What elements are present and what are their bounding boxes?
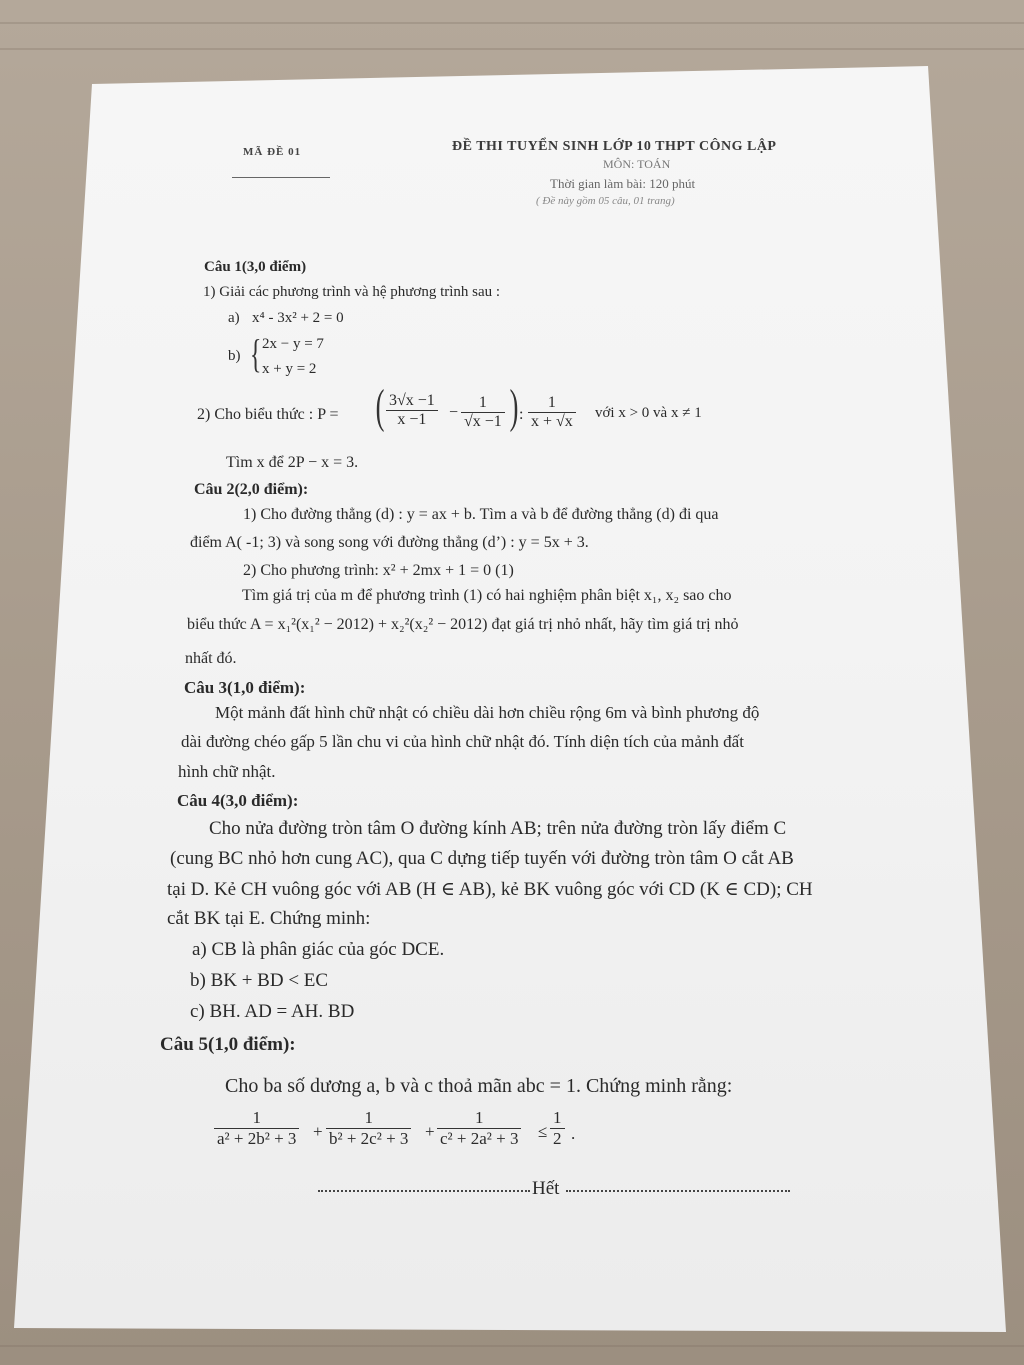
exam-subject: MÔN: TOÁN bbox=[603, 157, 671, 171]
q1-condition: với x > 0 và x ≠ 1 bbox=[595, 405, 702, 421]
plus-sign-1: + bbox=[313, 1122, 323, 1141]
q4-part-c: c) BH. AD = AH. BD bbox=[190, 1001, 355, 1022]
q1-b-eq2: x + y = 2 bbox=[262, 361, 317, 377]
leq-sign: ≤ bbox=[538, 1122, 548, 1141]
p-fraction-3-num: 1 bbox=[528, 394, 576, 413]
footer-end-label: Hết bbox=[532, 1178, 560, 1199]
p-fraction-3 bbox=[528, 394, 576, 431]
footer-dashes-left bbox=[318, 1190, 530, 1192]
q4-line3: tại D. Kẻ CH vuông góc với AB (H ∈ AB), kẻ BK vuông góc với CD (K ∈ CD); CH bbox=[167, 879, 813, 900]
q2-line4: Tìm giá trị của m để phương trình (1) có hai nghiệm phân biệt x₁, x₂ sao cho bbox=[242, 587, 732, 604]
q5-fraction-1-num: 1 bbox=[214, 1108, 299, 1129]
q5-period: . bbox=[571, 1124, 576, 1143]
q3-line1: Một mảnh đất hình chữ nhật có chiều dài hơn chiều rộng 6m và bình phương độ bbox=[215, 703, 760, 722]
q2-line1: 1) Cho đường thẳng (d) : y = ax + b. Tìm a và b để đường thẳng (d) đi qua bbox=[243, 506, 719, 523]
q1-part1: 1) Giải các phương trình và hệ phương trình sau : bbox=[203, 284, 501, 300]
q4-part-a: a) CB là phân giác của góc DCE. bbox=[192, 939, 445, 960]
p-fraction-3-den: x + √x bbox=[531, 413, 573, 430]
q3-line3: hình chữ nhật. bbox=[178, 762, 276, 781]
q5-fraction-3 bbox=[437, 1108, 521, 1149]
p-fraction-1-den: x −1 bbox=[397, 411, 427, 428]
q5-fraction-1-den: a² + 2b² + 3 bbox=[217, 1129, 297, 1148]
q5-fraction-1 bbox=[214, 1108, 299, 1149]
q2-line5: biểu thức A = x₁²(x₁² − 2012) + x₂²(x₂² − 2012) đạt giá trị nhỏ nhất, hãy tìm giá trị nhỏ bbox=[187, 616, 739, 633]
q1-find: Tìm x để 2P − x = 3. bbox=[226, 454, 359, 471]
p-fraction-2-num: 1 bbox=[461, 394, 505, 413]
q1-title: Câu 1(3,0 điểm) bbox=[204, 259, 307, 275]
q5-line1: Cho ba số dương a, b và c thoả mãn abc = 1. Chứng minh rằng: bbox=[225, 1075, 733, 1097]
q5-result-num: 1 bbox=[550, 1108, 565, 1129]
q4-line4: cắt BK tại E. Chứng minh: bbox=[167, 908, 371, 929]
q1-a-label: a) bbox=[228, 310, 240, 326]
q4-line1: Cho nửa đường tròn tâm O đường kính AB; trên nửa đường tròn lấy điểm C bbox=[209, 818, 787, 839]
q1-b-label: b) bbox=[228, 348, 241, 364]
plus-sign-2: + bbox=[425, 1122, 435, 1141]
minus-sign: − bbox=[449, 404, 459, 421]
q5-fraction-2-den: b² + 2c² + 3 bbox=[329, 1129, 409, 1148]
q5-fraction-3-num: 1 bbox=[437, 1108, 521, 1129]
q4-line2: (cung BC nhỏ hơn cung AC), qua C dựng tiếp tuyến với đường tròn tâm O cắt AB bbox=[170, 848, 794, 869]
divide-sign: : bbox=[519, 406, 524, 423]
exam-pages: ( Đề này gồm 05 câu, 01 trang) bbox=[536, 195, 675, 207]
exam-code-underline bbox=[232, 177, 330, 178]
q2-line6: nhất đó. bbox=[185, 650, 237, 667]
p-fraction-1 bbox=[386, 392, 438, 429]
q4-title: Câu 4(3,0 điểm): bbox=[177, 791, 299, 810]
p-fraction-2 bbox=[461, 394, 505, 431]
q5-fraction-result bbox=[550, 1108, 565, 1149]
q4-part-b: b) BK + BD < EC bbox=[190, 970, 329, 991]
p-fraction-2-den: √x −1 bbox=[464, 413, 502, 430]
q3-title: Câu 3(1,0 điểm): bbox=[184, 678, 306, 697]
q3-line2: dài đường chéo gấp 5 lần chu vi của hình chữ nhật đó. Tính diện tích của mảnh đất bbox=[181, 732, 744, 751]
q2-line3: 2) Cho phương trình: x² + 2mx + 1 = 0 (1) bbox=[243, 562, 514, 579]
right-paren: ) bbox=[509, 380, 519, 433]
system-brace: { bbox=[249, 331, 262, 376]
q1-b-eq1: 2x − y = 7 bbox=[262, 336, 324, 352]
p-fraction-1-num: 3√x −1 bbox=[386, 392, 438, 411]
exam-title: ĐỀ THI TUYỂN SINH LỚP 10 THPT CÔNG LẬP bbox=[452, 139, 777, 154]
footer-dashes-right bbox=[566, 1190, 790, 1192]
left-paren: ( bbox=[375, 380, 385, 433]
q2-title: Câu 2(2,0 điểm): bbox=[194, 481, 309, 498]
q2-line2: điểm A( -1; 3) và song song với đường thẳng (d’) : y = 5x + 3. bbox=[190, 534, 589, 551]
exam-code: MÃ ĐỀ 01 bbox=[243, 146, 302, 158]
q5-fraction-2 bbox=[326, 1108, 411, 1149]
q5-fraction-2-num: 1 bbox=[326, 1108, 411, 1129]
q1-a-equation: x⁴ - 3x² + 2 = 0 bbox=[252, 310, 344, 326]
q1-part2-label: 2) Cho biểu thức : P = bbox=[197, 406, 339, 423]
q5-fraction-3-den: c² + 2a² + 3 bbox=[440, 1129, 519, 1148]
q5-result-den: 2 bbox=[553, 1129, 562, 1148]
exam-time: Thời gian làm bài: 120 phút bbox=[550, 176, 696, 191]
q5-title: Câu 5(1,0 điểm): bbox=[160, 1034, 296, 1055]
